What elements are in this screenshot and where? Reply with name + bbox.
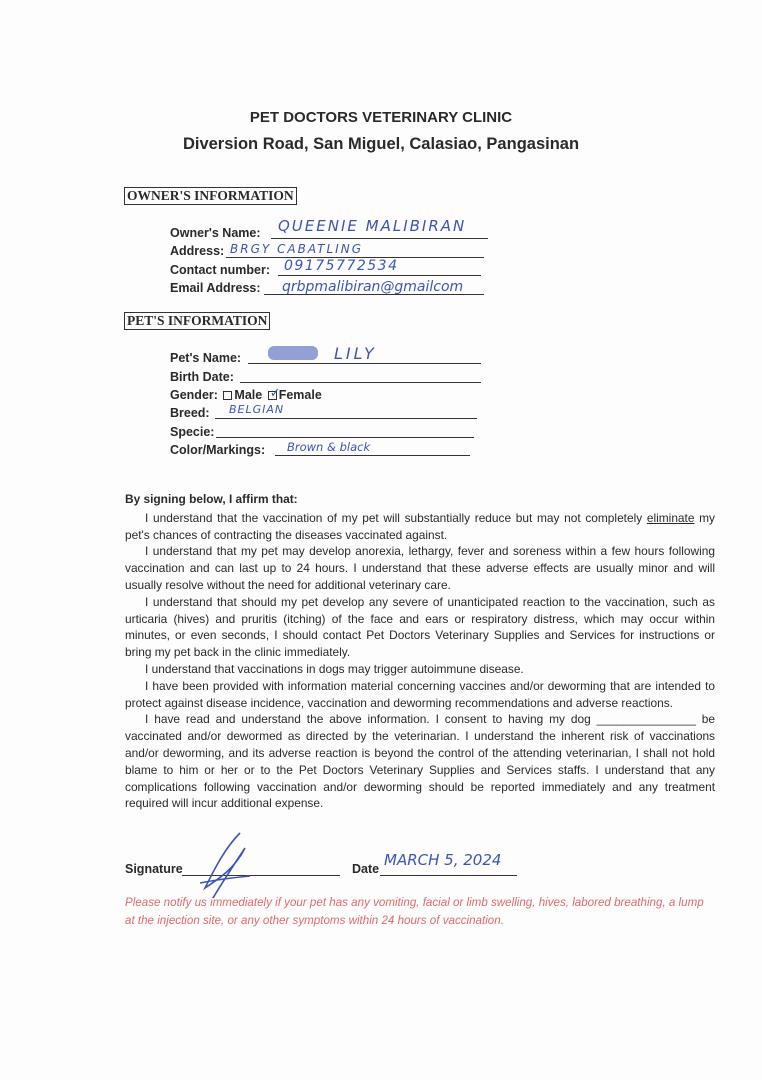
consent-body (125, 491, 715, 812)
email-label: Email Address: (170, 281, 261, 295)
owner-name-value[interactable]: QUEENIE MALIBIRAN (278, 217, 467, 235)
female-label: Female (278, 388, 322, 402)
specie-line (216, 437, 474, 438)
consent-paragraph-1 (125, 510, 715, 544)
p6-start: I have read and understand the above information. I consent to having my dog (145, 712, 597, 727)
p1-start: I understand that the vaccination of my pet will substantially reduce but may not completely (145, 510, 647, 525)
address-label: Address: (170, 244, 225, 258)
color-label: Color/Markings: (170, 443, 266, 457)
gender-row (170, 385, 322, 402)
date-label: Date (352, 862, 380, 876)
pet-section-title: PET'S INFORMATION (124, 312, 270, 330)
clinic-address: Diversion Road, San Miguel, Calasiao, Pangasinan (182, 135, 580, 153)
pet-name-value[interactable]: LILY (334, 344, 377, 363)
consent-paragraph-3: I understand that should my pet develop any severe of unanticipated reaction to the vaccination, such as urticaria (hives) and pruritis (itching) of the face and ears or respiratory distress, which may occur within minutes, or even seconds, I should contact Pet Doctors Veterinary Supplies and Services for instructions or bring my pet back in the clinic immediately. (125, 594, 715, 660)
date-value[interactable]: MARCH 5, 2024 (384, 851, 502, 869)
breed-value[interactable]: BELGIAN (229, 403, 285, 416)
gender-label: Gender: (170, 388, 218, 402)
address-value[interactable]: BRGY CABATLING (230, 242, 363, 256)
breed-label: Breed: (170, 406, 210, 420)
contact-line (278, 275, 481, 276)
male-checkbox[interactable] (223, 391, 232, 400)
color-line (275, 455, 470, 456)
pet-name-line (248, 363, 481, 364)
consent-paragraph-6 (125, 711, 715, 812)
consent-intro: By signing below, I affirm that: (125, 492, 298, 506)
birth-date-label: Birth Date: (170, 370, 234, 384)
p1-end: my pet's chances of contracting the diseases vaccinated against. (125, 510, 716, 542)
female-check-mark-icon: ✓ (269, 385, 281, 401)
consent-paragraph-5: I have been provided with information material concerning vaccines and/or deworming that are intended to protect against disease incidence, vaccination and deworming recommendations and adverse reactions. (125, 678, 715, 710)
warning-note: Please notify us immediately if your pet has any vomiting, facial or limb swelling, hives, labored breathing, a lump at the injection site, or any other symptoms within 24 hours of vaccination. (125, 896, 704, 927)
p6-end: be vaccinated and/or dewormed as directed by the veterinarian. I understand the inherent risk of vaccinations and/or deworming, and its adverse reaction is beyond the control of the attending veterinarian, I shall not hold blame to him or her or to the Pet Doctors Veterinary Supplies and Services staffs. I understand that any complications following vaccination and/or deworming should be reported immediately and any treatment required will incur additional expense. (125, 712, 715, 811)
contact-value[interactable]: 09175772534 (284, 258, 399, 274)
color-value[interactable]: Brown & black (287, 440, 371, 454)
signature-label: Signature (125, 862, 183, 876)
male-label: Male (234, 388, 263, 402)
p1-underlined: eliminate (646, 510, 695, 525)
consent-paragraph-2: I understand that my pet may develop anorexia, lethargy, fever and soreness within a few hours following vaccination and can last up to 24 hours. I understand that these adverse effects are usually minor and will usually resolve without the need for additional veterinary care. (125, 544, 715, 592)
email-value[interactable]: qrbpmalibiran@gmailcom (282, 279, 464, 295)
owner-name-label: Owner's Name: (170, 226, 261, 240)
pet-name-scribble (268, 346, 318, 360)
clinic-title: PET DOCTORS VETERINARY CLINIC (249, 109, 513, 126)
consent-paragraph-4: I understand that vaccinations in dogs may trigger autoimmune disease. (145, 661, 524, 676)
breed-line (215, 418, 477, 419)
owner-section-title: OWNER'S INFORMATION (124, 187, 297, 205)
pet-name-label: Pet's Name: (170, 351, 242, 365)
birth-date-line (240, 382, 481, 383)
contact-label: Contact number: (170, 263, 270, 277)
owner-name-line (271, 238, 488, 239)
date-line (380, 875, 517, 876)
dog-name-blank[interactable]: _______________ (596, 712, 696, 727)
specie-label: Specie: (170, 425, 215, 439)
female-checkbox[interactable] (268, 385, 281, 401)
